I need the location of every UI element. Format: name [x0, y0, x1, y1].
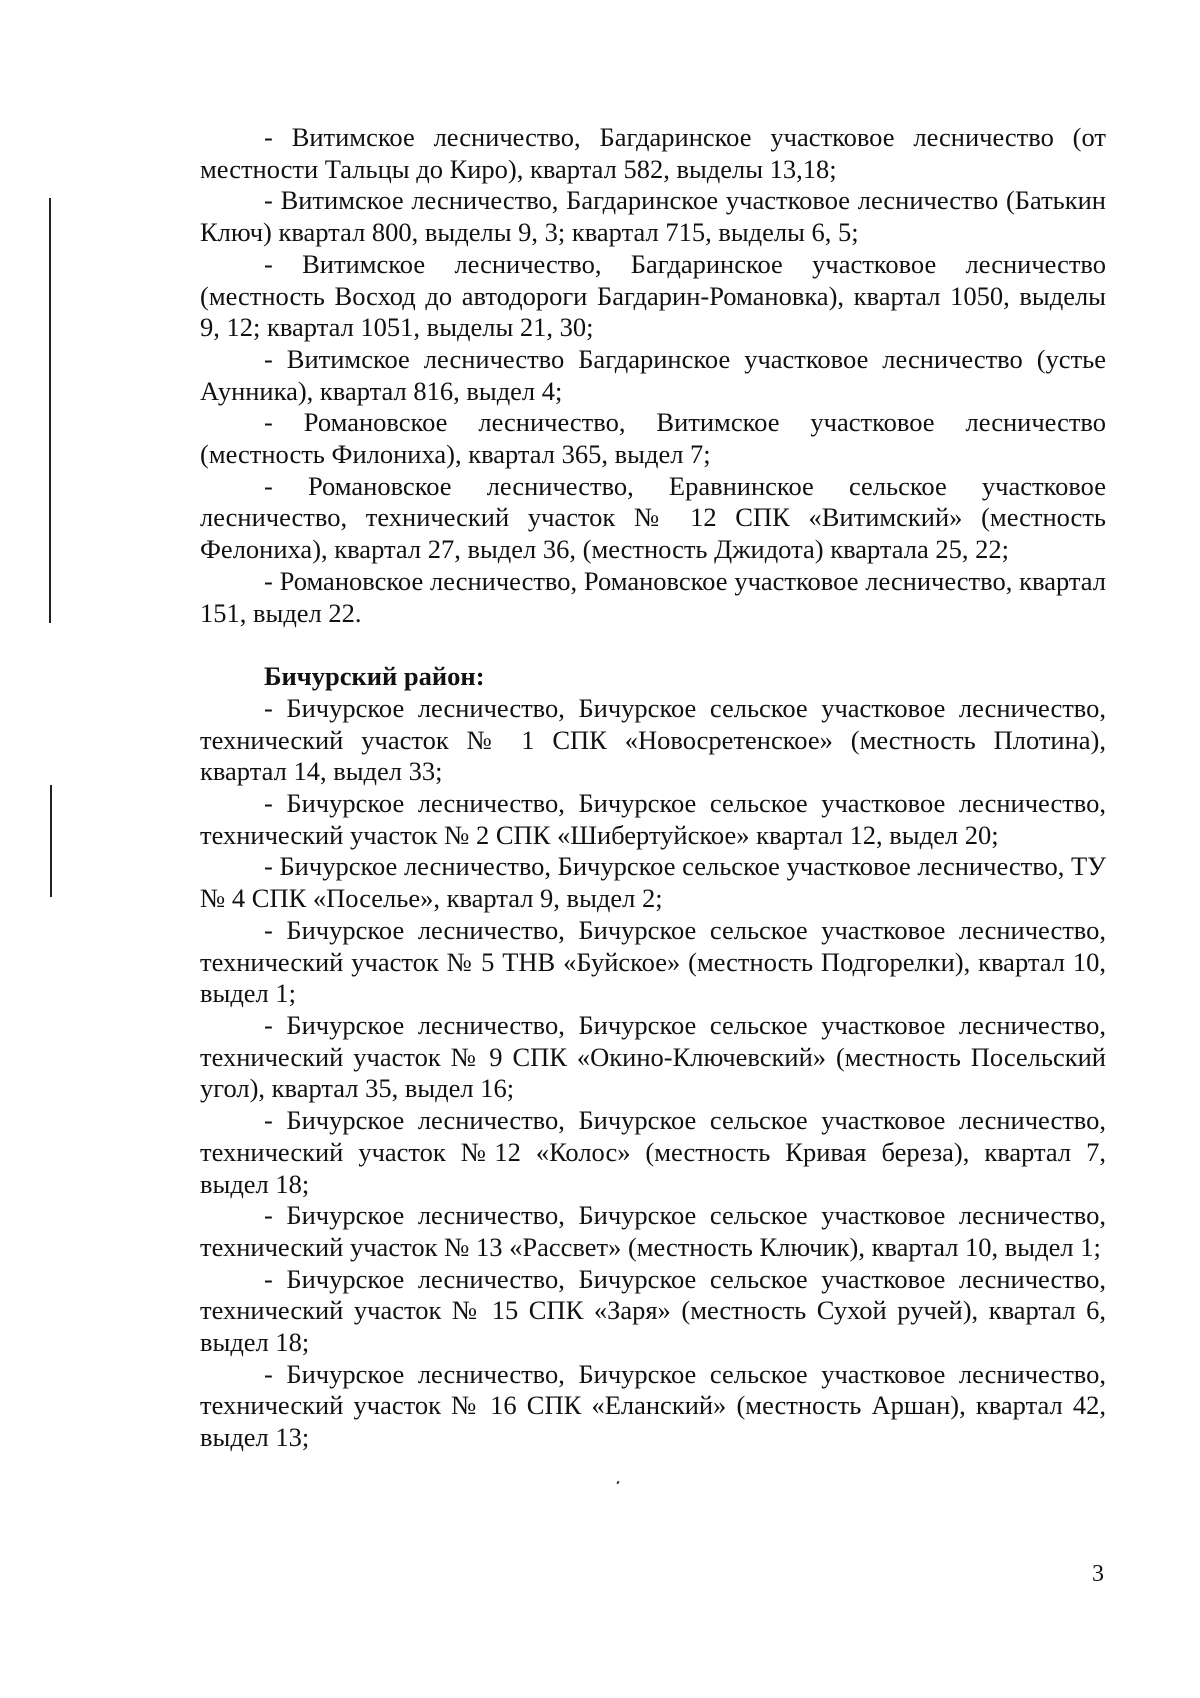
list-item: - Витимское лесничество, Багдаринское участковое лесничество (Батькин Ключ) квартал 800, выделы 9, 3; квартал 715, выделы 6, 5;	[200, 185, 1106, 248]
list-item: - Бичурское лесничество, Бичурское сельское участковое лесничество, технический участок № 5 ТНВ «Буйское» (местность Подгорелки), квартал 10, выдел 1;	[200, 914, 1106, 1009]
list-item: - Бичурское лесничество, Бичурское сельское участковое лесничество, технический участок № 2 СПК «Шибертуйское» квартал 12, выдел 20;	[200, 788, 1106, 850]
margin-mark	[49, 198, 51, 623]
list-item: - Витимское лесничество, Багдаринское участковое лесничество (от местности Тальцы до Киро), квартал 582, выделы 13,18;	[200, 122, 1106, 184]
list-item: - Бичурское лесничество, Бичурское сельское участковое лесничество, технический участок № 9 СПК «Окино-Ключевский» (местность Посельский угол), квартал 35, выдел 16;	[200, 1009, 1106, 1104]
list-item: - Бичурское лесничество, Бичурское сельское участковое лесничество, технический участок № 16 СПК «Еланский» (местность Аршан), квартал 42, выдел 13;	[200, 1358, 1106, 1453]
scan-speck	[616, 1481, 619, 1485]
list-item: - Бичурское лесничество, Бичурское сельское участковое лесничество, технический участок № 1 СПК «Новосретенское» (местность Плотина), квартал 14, выдел 33;	[200, 692, 1106, 787]
margin-mark	[50, 785, 52, 897]
list-item: - Романовское лесничество, Еравнинское сельское участковое лесничество, технический участок № 12 СПК «Витимский» (местность Фелониха), квартал 27, выдел 36, (местность Джидота) квартала 25, 22;	[200, 470, 1106, 565]
list-item: - Витимское лесничество Багдаринское участковое лесничество (устье Аунника), квартал 816, выдел 4;	[200, 343, 1106, 406]
list-item: - Романовское лесничество, Витимское участковое лесничество (местность Филониха), квартал 365, выдел 7;	[200, 407, 1106, 470]
page-number: 3	[1092, 1561, 1104, 1587]
list-item: - Бичурское лесничество, Бичурское сельское участковое лесничество, технический участок № 13 «Рассвет» (местность Ключик), квартал 10, выдел 1;	[200, 1200, 1106, 1262]
list-item: - Бичурское лесничество, Бичурское сельское участковое лесничество, технический участок № 15 СПК «Заря» (местность Сухой ручей), квартал 6, выдел 18;	[200, 1263, 1106, 1358]
document-body	[200, 122, 1106, 1454]
section-heading: Бичурский район:	[264, 661, 485, 692]
list-item: - Романовское лесничество, Романовское участковое лесничество, квартал 151, выдел 22.	[200, 565, 1106, 628]
list-item: - Витимское лесничество, Багдаринское участковое лесничество (местность Восход до автодороги Багдарин-Романовка), квартал 1050, выделы 9, 12; квартал 1051, выделы 21, 30;	[200, 248, 1106, 343]
list-item: - Бичурское лесничество, Бичурское сельское участковое лесничество, технический участок №12 «Колос» (местность Кривая береза), квартал 7, выдел 18;	[200, 1105, 1106, 1199]
list-item: - Бичурское лесничество, Бичурское сельское участковое лесничество, ТУ № 4 СПК «Поселье», квартал 9, выдел 2;	[200, 851, 1106, 914]
